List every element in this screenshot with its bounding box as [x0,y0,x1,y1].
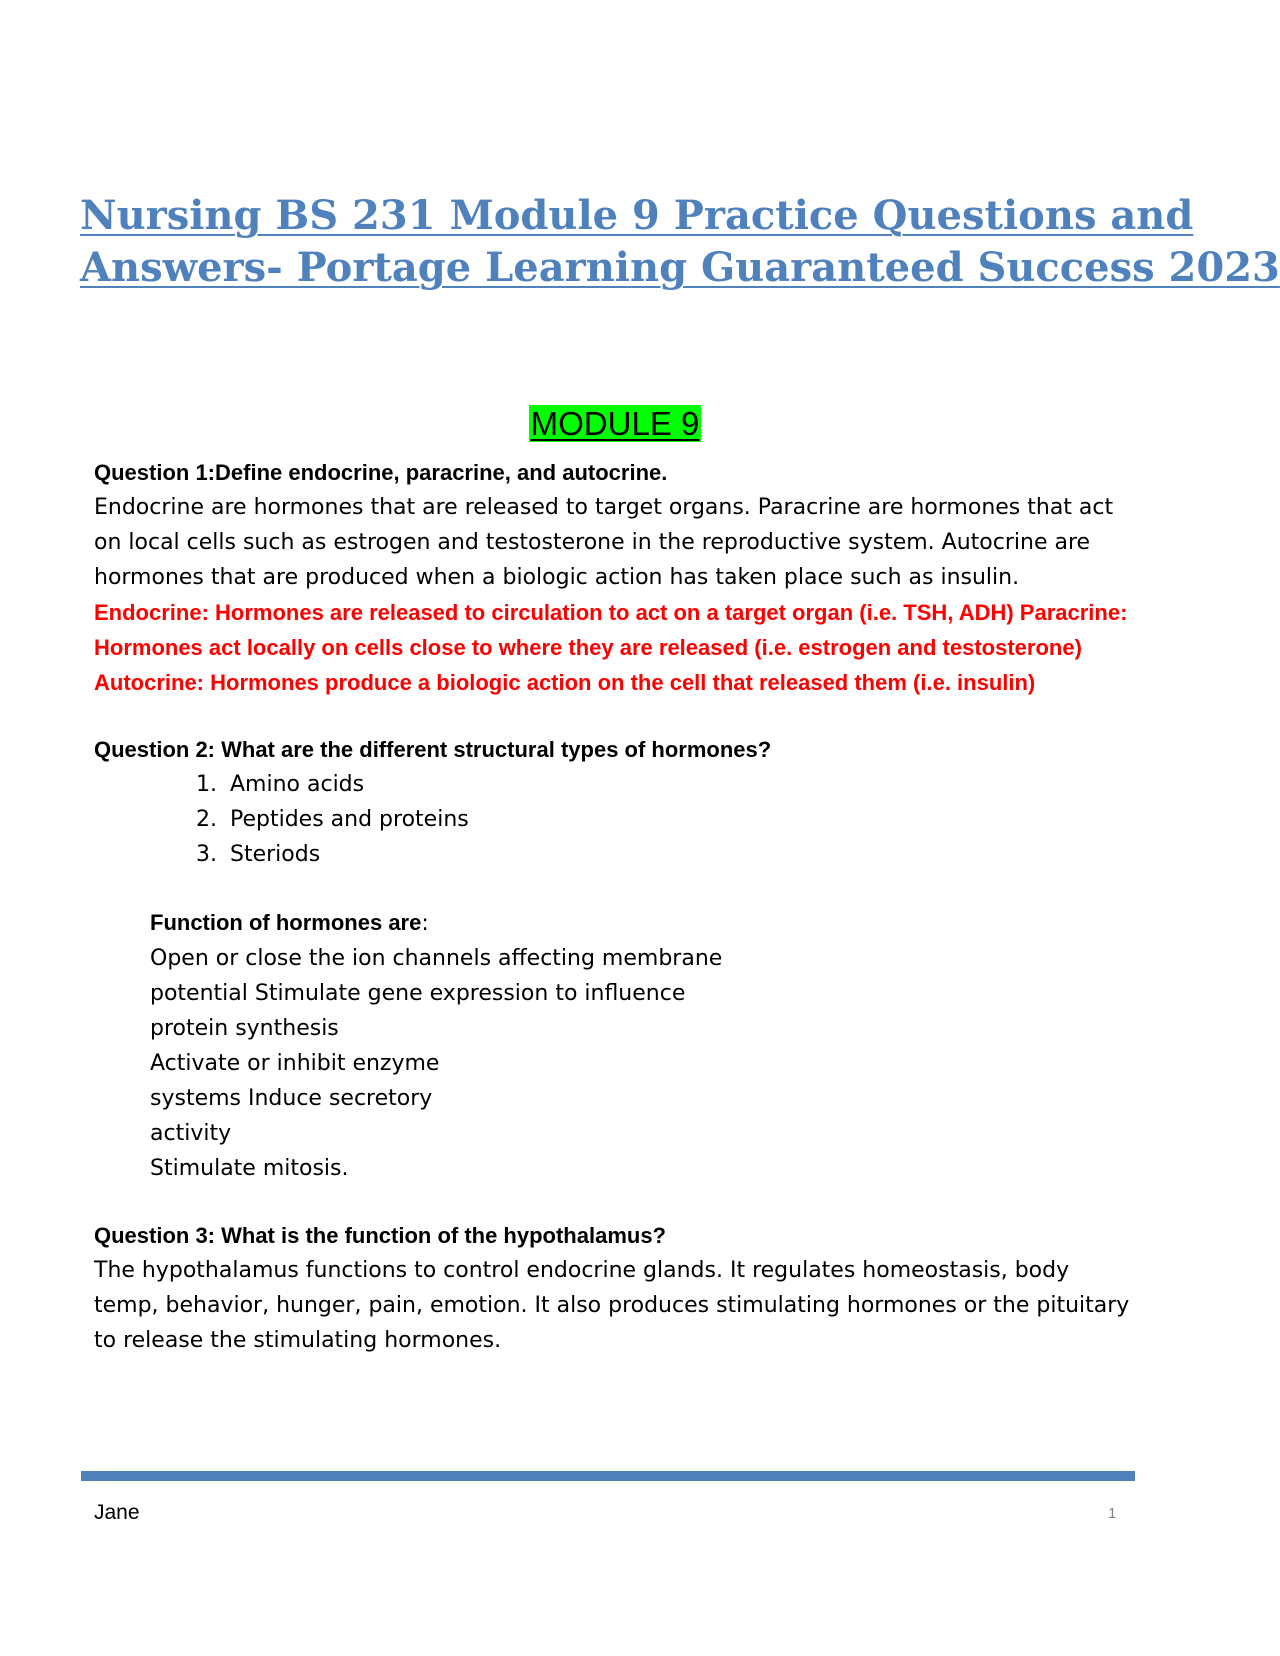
question-3-heading: Question 3: What is the function of the hypothalamus? [94,1223,666,1248]
hormone-functions-line: Stimulate mitosis. [150,1156,349,1181]
list-item: 3. Steriods [224,837,1134,872]
hormone-functions-line: Activate or inhibit enzyme [150,1051,440,1076]
document-title [80,190,1280,294]
document-title-line-1: Nursing BS 231 Module 9 Practice Questions and [80,192,1194,239]
question-1-answer: Endocrine are hormones that are released to target organs. Paracrine are hormones that act on local cells such as estrogen and testosterone in the reproductive system. Autocrine are hormones that are produced when a biologic action has taken place such as insulin. [94,495,1114,590]
footer-author: Jane [94,1501,140,1524]
footer-divider [81,1471,1135,1481]
question-1-answer-key-endocrine-paracrine: Endocrine: Hormones are released to circulation to act on a target organ (i.e. TSH, ADH) Paracrine: Hormones act locally on cells close to where they are released (i.e. estrogen and testosterone) [94,600,1128,660]
hormone-functions-line: systems Induce secretory [150,1086,433,1111]
document-title-line-2: Answers- Portage Learning Guaranteed Success 2023 [80,244,1280,291]
hormone-types-list [94,767,1134,872]
hormone-functions-line: Open or close the ion channels affecting membrane [150,946,723,971]
hormone-functions-heading [150,905,1134,941]
spacer [94,872,1134,905]
question-2-section [94,733,1134,1186]
module-heading [0,405,1230,443]
hormone-functions-line: potential Stimulate gene expression to influence [150,981,686,1006]
question-3-answer: The hypothalamus functions to control endocrine glands. It regulates homeostasis, body temp, behavior, hunger, pain, emotion. It also produces stimulating hormones or the pituitary to release the stimulating hormones. [94,1258,1130,1353]
document-body [94,456,1134,1358]
question-1-heading: Question 1:Define endocrine, paracrine, and autocrine. [94,460,668,485]
spacer [94,1186,1134,1219]
question-3-section [94,1219,1134,1358]
question-2-heading: Question 2: What are the different structural types of hormones? [94,737,772,762]
question-1-section [94,456,1134,700]
hormone-functions-colon: : [421,911,429,936]
question-1-answer-key-autocrine: Autocrine: Hormones produce a biologic action on the cell that released them (i.e. insulin) [94,670,1036,695]
page-number: 1 [1108,1505,1117,1522]
spacer [94,700,1134,733]
hormone-functions-line: activity [150,1121,232,1146]
list-item: 2. Peptides and proteins [224,802,1134,837]
hormone-functions-line: protein synthesis [150,1016,339,1041]
module-heading-text: MODULE 9 [530,405,700,442]
hormone-functions-label: Function of hormones are [150,910,422,935]
list-item: 1. Amino acids [224,767,1134,802]
hormone-functions-block [94,905,1134,1186]
